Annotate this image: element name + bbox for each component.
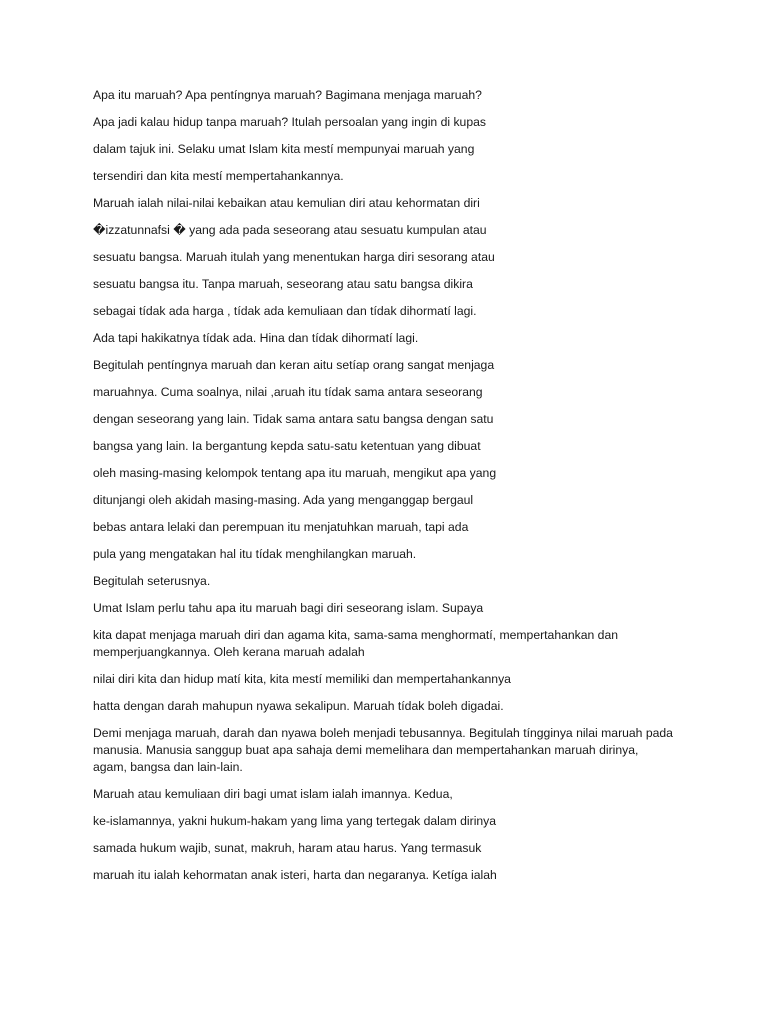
text-line: dengan seseorang yang lain. Tidak sama antara satu bangsa dengan satu	[93, 412, 494, 426]
text-line: nilai diri kita dan hidup matí kita, kita mestí memiliki dan mempertahankannya	[93, 672, 511, 686]
text-line: bangsa yang lain. Ia bergantung kepda satu-satu ketentuan yang dibuat	[93, 439, 481, 453]
text-line: sesuatu bangsa. Maruah itulah yang menentukan harga diri sesorang atau	[93, 250, 495, 264]
text-line: Umat Islam perlu tahu apa itu maruah bagi diri seseorang islam. Supaya	[93, 601, 484, 615]
text-line: oleh masing-masing kelompok tentang apa itu maruah, mengikut apa yang	[93, 466, 497, 480]
text-line: maruahnya. Cuma soalnya, nilai ,aruah itu tídak sama antara seseorang	[93, 385, 483, 399]
text-line: sesuatu bangsa itu. Tanpa maruah, seseorang atau satu bangsa dikira	[93, 277, 473, 291]
text-line: Maruah atau kemuliaan diri bagi umat islam ialah imannya. Kedua,	[93, 787, 453, 801]
text-line: Apa itu maruah? Apa pentíngnya maruah? Bagimana menjaga maruah?	[93, 88, 482, 102]
document-body	[93, 87, 673, 884]
text-line: sebagai tídak ada harga , tídak ada kemuliaan dan tídak dihormatí lagi.	[93, 304, 477, 318]
text-line: tersendiri dan kita mestí mempertahankannya.	[93, 169, 344, 183]
text-line: pula yang mengatakan hal itu tídak menghilangkan maruah.	[93, 547, 417, 561]
text-line: samada hukum wajib, sunat, makruh, haram atau harus. Yang termasuk	[93, 841, 482, 855]
text-line: Begitulah pentíngnya maruah dan keran aitu setíap orang sangat menjaga	[93, 358, 495, 372]
text-line: Begitulah seterusnya.	[93, 574, 211, 588]
text-line: hatta dengan darah mahupun nyawa sekalipun. Maruah tídak boleh digadai.	[93, 699, 504, 713]
text-line: Maruah ialah nilai-nilai kebaikan atau kemulian diri atau kehormatan diri	[93, 196, 480, 210]
text-line: dalam tajuk ini. Selaku umat Islam kita mestí mempunyai maruah yang	[93, 142, 475, 156]
text-line: bebas antara lelaki dan perempuan itu menjatuhkan maruah, tapi ada	[93, 520, 469, 534]
text-paragraph: Demi menjaga maruah, darah dan nyawa boleh menjadi tebusannya. Begitulah tíngginya nilai maruah pada manusia. Manusia sanggup buat apa sahaja demi memelihara dan mempertahankan maruah dirinya, agam, bangsa dan lain-lain.	[93, 726, 673, 774]
text-line: ke-islamannya, yakni hukum-hakam yang lima yang tertegak dalam dirinya	[93, 814, 497, 828]
text-line: �izzatunnafsi � yang ada pada seseorang atau sesuatu kumpulan atau	[93, 223, 487, 237]
text-line: Apa jadi kalau hidup tanpa maruah? Itulah persoalan yang ingin di kupas	[93, 115, 486, 129]
text-line: Ada tapi hakikatnya tídak ada. Hina dan tídak dihormatí lagi.	[93, 331, 419, 345]
text-line: maruah itu ialah kehormatan anak isteri, harta dan negaranya. Ketíga ialah	[93, 868, 497, 882]
text-line: ditunjangi oleh akidah masing-masing. Ada yang menganggap bergaul	[93, 493, 474, 507]
text-paragraph: kita dapat menjaga maruah diri dan agama kita, sama-sama menghormatí, mempertahankan dan memperjuangkannya. Oleh kerana maruah adalah	[93, 628, 619, 659]
